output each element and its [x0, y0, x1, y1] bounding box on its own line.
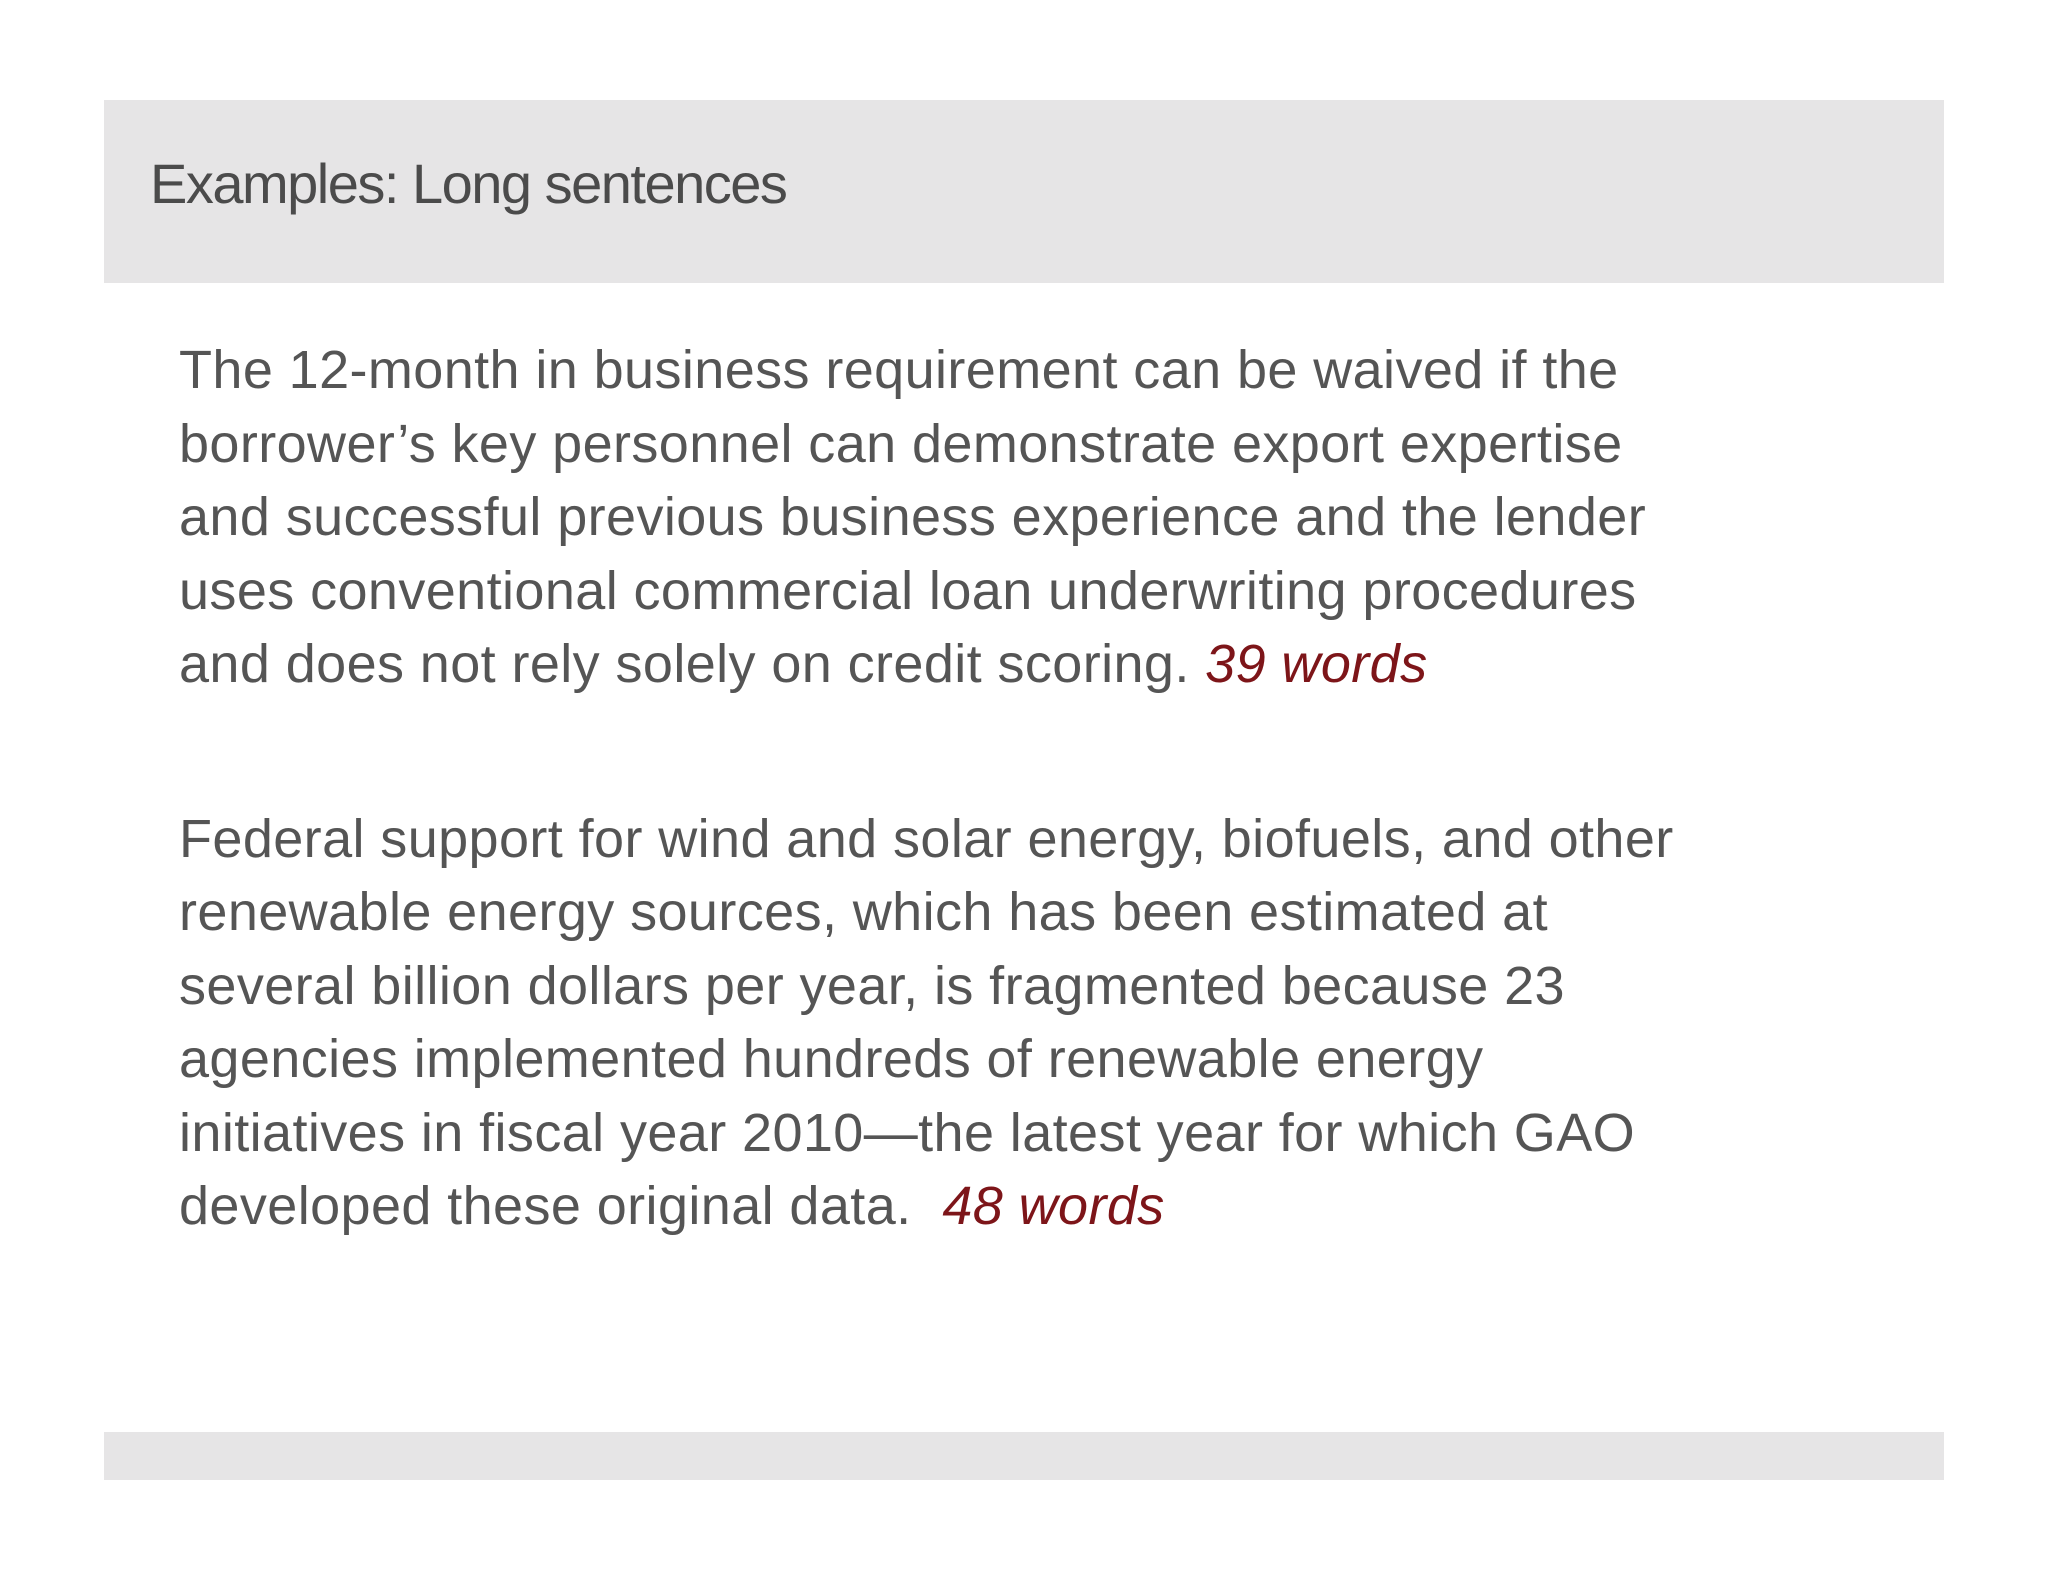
sentence-line: borrower’s key personnel can demonstrate export expertise: [179, 413, 1623, 474]
sentence-line: uses conventional commercial loan underwriting procedures: [179, 560, 1637, 621]
example-sentence-1: [179, 334, 1919, 702]
sentence-line-text: developed these original data.: [179, 1176, 912, 1236]
content-area: [179, 334, 1919, 1244]
sentence-line-last: [179, 1170, 1919, 1244]
footer-band: [104, 1432, 1944, 1480]
word-count-label: 39 words: [1205, 634, 1428, 694]
sentence-line: and successful previous business experience and the lender: [179, 487, 1647, 547]
sentence-line: The 12-month in business requirement can be waived if the: [179, 340, 1619, 400]
word-count-label: 48 words: [942, 1176, 1165, 1236]
sentence-line-last: [179, 628, 1919, 702]
example-sentence-2: [179, 803, 1919, 1244]
sentence-line: agencies implemented hundreds of renewable energy: [179, 1029, 1484, 1089]
sentence-line: Federal support for wind and solar energy, biofuels, and other: [179, 808, 1674, 869]
title-band: [104, 100, 1944, 283]
sentence-line: several billion dollars per year, is fragmented because 23: [179, 955, 1565, 1016]
sentence-line: initiatives in fiscal year 2010—the latest year for which GAO: [179, 1102, 1636, 1163]
sentence-line-text: and does not rely solely on credit scoring.: [179, 634, 1190, 694]
slide-title: Examples: Long sentences: [150, 152, 787, 215]
sentence-line: renewable energy sources, which has been estimated at: [179, 882, 1548, 942]
